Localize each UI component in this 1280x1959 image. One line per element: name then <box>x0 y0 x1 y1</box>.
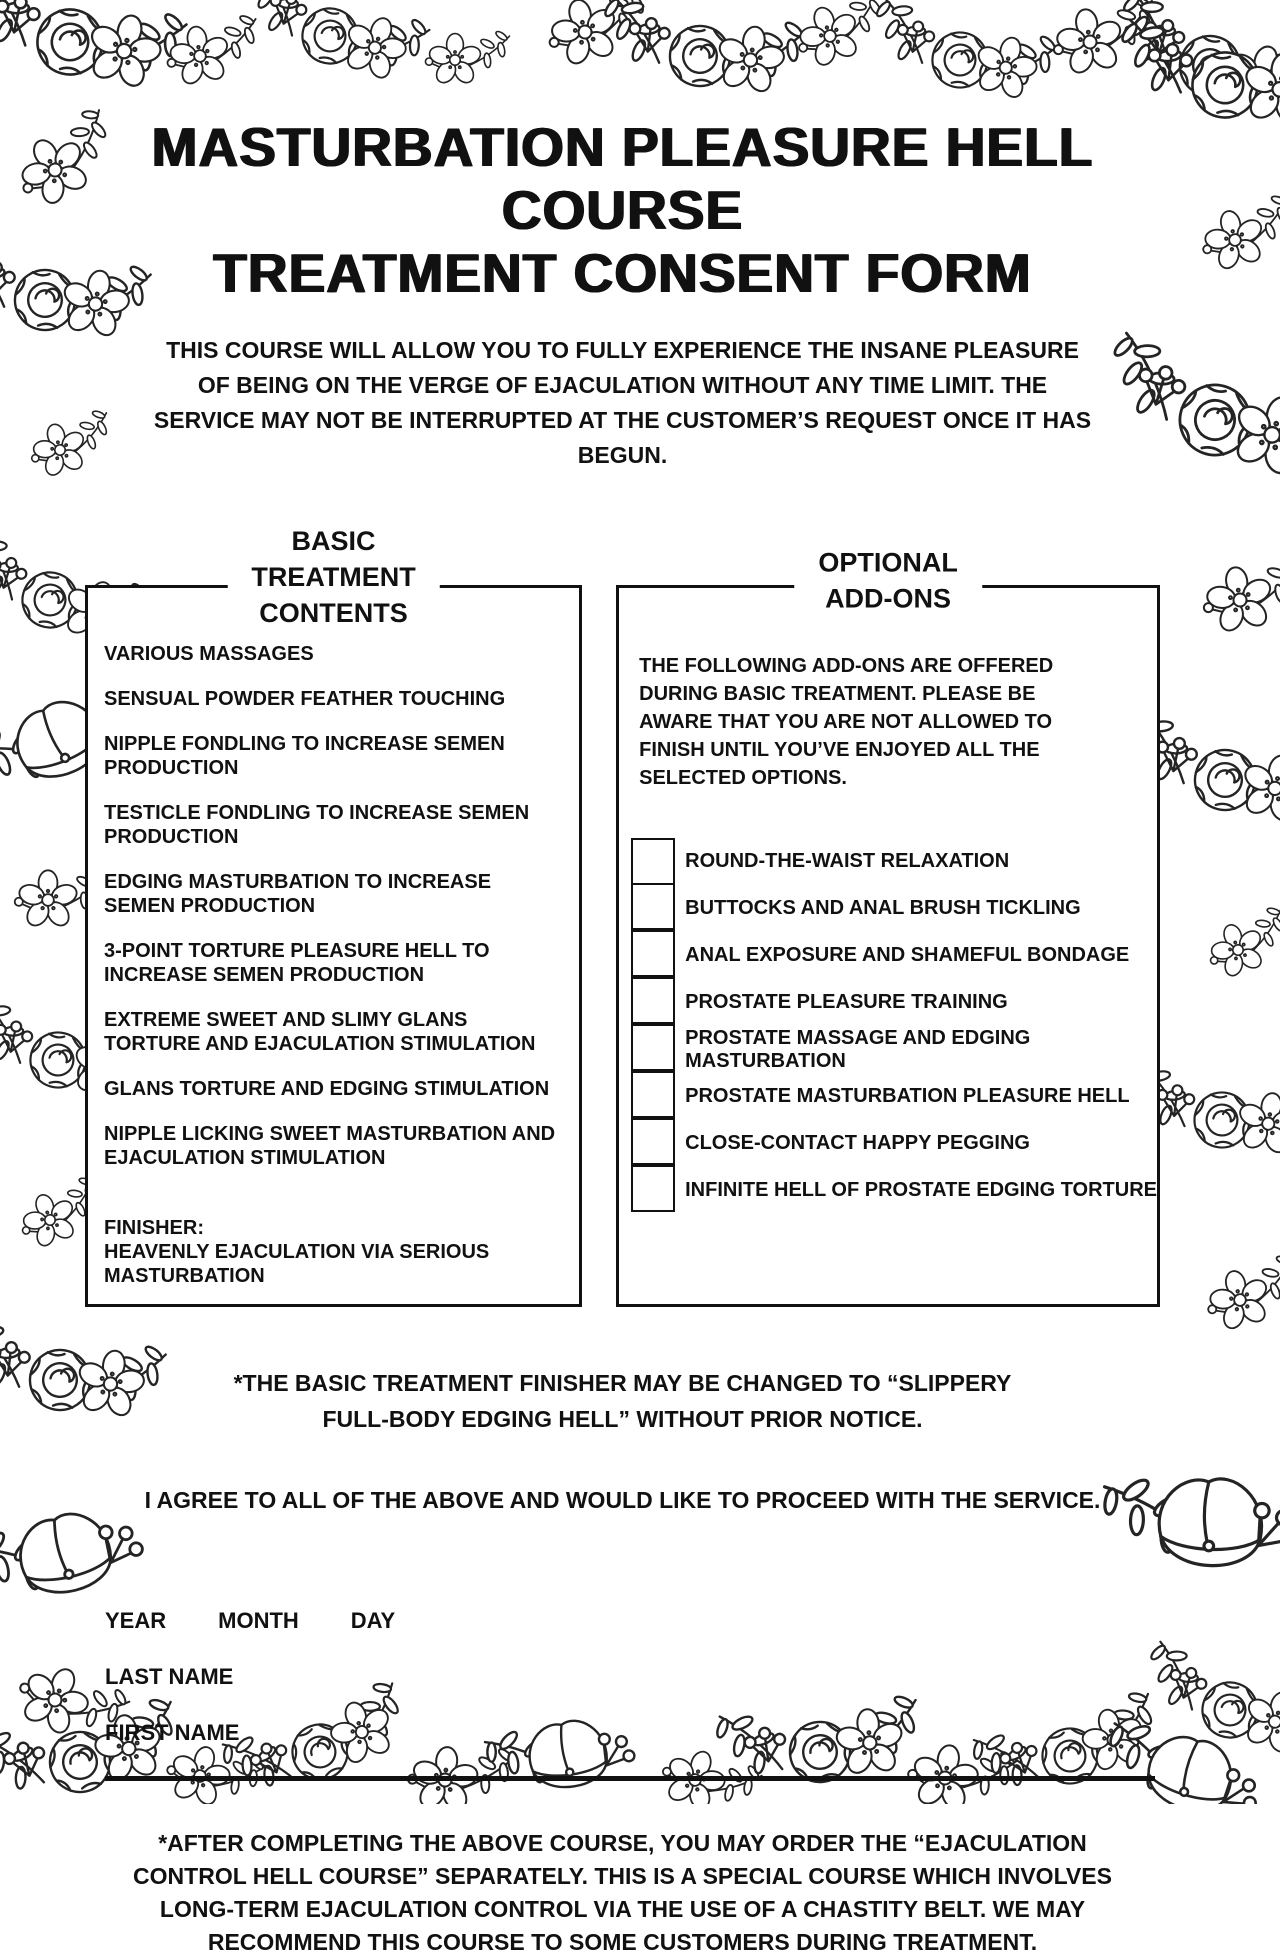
addon-label: INFINITE HELL OF PROSTATE EDGING TORTURE <box>685 1179 1157 1201</box>
addon-label: PROSTATE MASTURBATION PLEASURE HELL <box>685 1085 1130 1107</box>
finisher-text: HEAVENLY EJACULATION VIA SERIOUS MASTURBATION <box>104 1241 490 1287</box>
basic-treatment-item: GLANS TORTURE AND EDGING STIMULATION <box>104 1078 550 1100</box>
addon-row <box>631 1120 1157 1167</box>
addon-checkbox[interactable] <box>631 1071 675 1118</box>
addon-row <box>631 932 1157 979</box>
addon-label: ROUND-THE-WAIST RELAXATION <box>685 850 1010 872</box>
addon-checkbox[interactable] <box>631 1118 675 1165</box>
form-content <box>85 0 1160 1959</box>
addon-label: ANAL EXPOSURE AND SHAMEFUL BONDAGE <box>685 944 1130 966</box>
basic-treatment-item: SENSUAL POWDER FEATHER TOUCHING <box>104 688 506 710</box>
page-title-line2: TREATMENT CONSENT FORM <box>213 242 1032 304</box>
basic-treatment-item: VARIOUS MASSAGES <box>104 643 314 665</box>
optional-addons-title-line: ADD-ONS <box>825 583 952 614</box>
basic-treatment-item: TESTICLE FONDLING TO INCREASE SEMEN PRODUCTION <box>104 802 530 848</box>
addon-checkbox[interactable] <box>631 838 675 885</box>
finisher-change-note-text: *THE BASIC TREATMENT FINISHER MAY BE CHANGED TO “SLIPPERY FULL-BODY EDGING HELL” WITHOUT PRIOR NOTICE. <box>233 1370 1012 1432</box>
addon-checkbox[interactable] <box>631 1024 675 1071</box>
page-title <box>85 116 1160 305</box>
addon-checkbox[interactable] <box>631 930 675 977</box>
finisher-block <box>104 1216 561 1288</box>
basic-treatment-item: NIPPLE LICKING SWEET MASTURBATION AND EJACULATION STIMULATION <box>104 1123 556 1169</box>
optional-addons-title-line: OPTIONAL <box>818 547 958 578</box>
finisher-change-note <box>85 1365 1160 1437</box>
page-title-line1: MASTURBATION PLEASURE HELL COURSE <box>151 116 1094 241</box>
date-field-label: MONTH <box>218 1608 299 1633</box>
basic-treatment-item: 3-POINT TORTURE PLEASURE HELL TO INCREASE SEMEN PRODUCTION <box>104 940 490 986</box>
addon-checkbox[interactable] <box>631 1165 675 1212</box>
finisher-label: FINISHER: <box>104 1217 204 1239</box>
addon-label: CLOSE-CONTACT HAPPY PEGGING <box>685 1132 1030 1154</box>
addons-list <box>631 838 1157 1214</box>
date-fields <box>105 1608 1160 1634</box>
name-field-label: FIRST NAME <box>105 1720 240 1745</box>
optional-addons-box <box>616 547 1160 1307</box>
addon-row <box>631 979 1157 1026</box>
date-field-label: DAY <box>350 1608 396 1633</box>
addon-label: PROSTATE PLEASURE TRAINING <box>685 991 1008 1013</box>
name-field-label: LAST NAME <box>105 1664 234 1689</box>
addon-row <box>631 885 1157 932</box>
basic-treatment-item: EDGING MASTURBATION TO INCREASE SEMEN PRODUCTION <box>104 871 492 917</box>
addon-row <box>631 1026 1157 1073</box>
signature-line <box>105 1776 1155 1781</box>
basic-treatment-list <box>104 642 561 1170</box>
addon-row <box>631 838 1157 885</box>
basic-treatment-title-line: TREATMENT <box>251 561 416 592</box>
treatment-boxes <box>85 525 1160 1307</box>
basic-treatment-title-line: CONTENTS <box>259 597 408 628</box>
addon-label: BUTTOCKS AND ANAL BRUSH TICKLING <box>685 897 1081 919</box>
basic-treatment-item: NIPPLE FONDLING TO INCREASE SEMEN PRODUCTION <box>104 733 505 779</box>
addon-checkbox[interactable] <box>631 883 675 930</box>
addon-row <box>631 1073 1157 1120</box>
addon-row <box>631 1167 1157 1214</box>
basic-treatment-box <box>85 525 582 1307</box>
footer-note-text: *AFTER COMPLETING THE ABOVE COURSE, YOU MAY ORDER THE “EJACULATION CONTROL HELL COURSE” SEPARATELY. THIS IS A SPECIAL COURSE WHICH INVOLVES LONG-TERM EJACULATION CONTROL VIA THE USE OF A CHASTITY BELT. WE MAY RECOMMEND THIS COURSE TO SOME CUSTOMERS DURING TREATMENT. <box>133 1830 1112 1955</box>
basic-treatment-item: EXTREME SWEET AND SLIMY GLANS TORTURE AND EJACULATION STIMULATION <box>104 1009 536 1055</box>
addons-intro-text: THE FOLLOWING ADD-ONS ARE OFFERED DURING BASIC TREATMENT. PLEASE BE AWARE THAT YOU ARE NOT ALLOWED TO FINISH UNTIL YOU’VE ENJOYED ALL THE SELECTED OPTIONS. <box>639 655 1054 789</box>
course-intro-text: THIS COURSE WILL ALLOW YOU TO FULLY EXPERIENCE THE INSANE PLEASURE OF BEING ON THE VERGE OF EJACULATION WITHOUT ANY TIME LIMIT. THE SERVICE MAY NOT BE INTERRUPTED AT THE CUSTOMER’S REQUEST ONCE IT HAS BEGUN. <box>153 337 1092 468</box>
optional-addons-title <box>794 542 982 618</box>
addon-label: PROSTATE MASSAGE AND EDGING MASTURBATION <box>685 1026 1031 1072</box>
basic-treatment-title <box>227 521 439 633</box>
name-fields <box>105 1664 1160 1746</box>
date-field-label: YEAR <box>105 1608 167 1633</box>
addon-checkbox[interactable] <box>631 977 675 1024</box>
agreement-statement: I AGREE TO ALL OF THE ABOVE AND WOULD LIKE TO PROCEED WITH THE SERVICE. <box>144 1487 1101 1513</box>
basic-treatment-title-line: BASIC <box>291 525 376 556</box>
